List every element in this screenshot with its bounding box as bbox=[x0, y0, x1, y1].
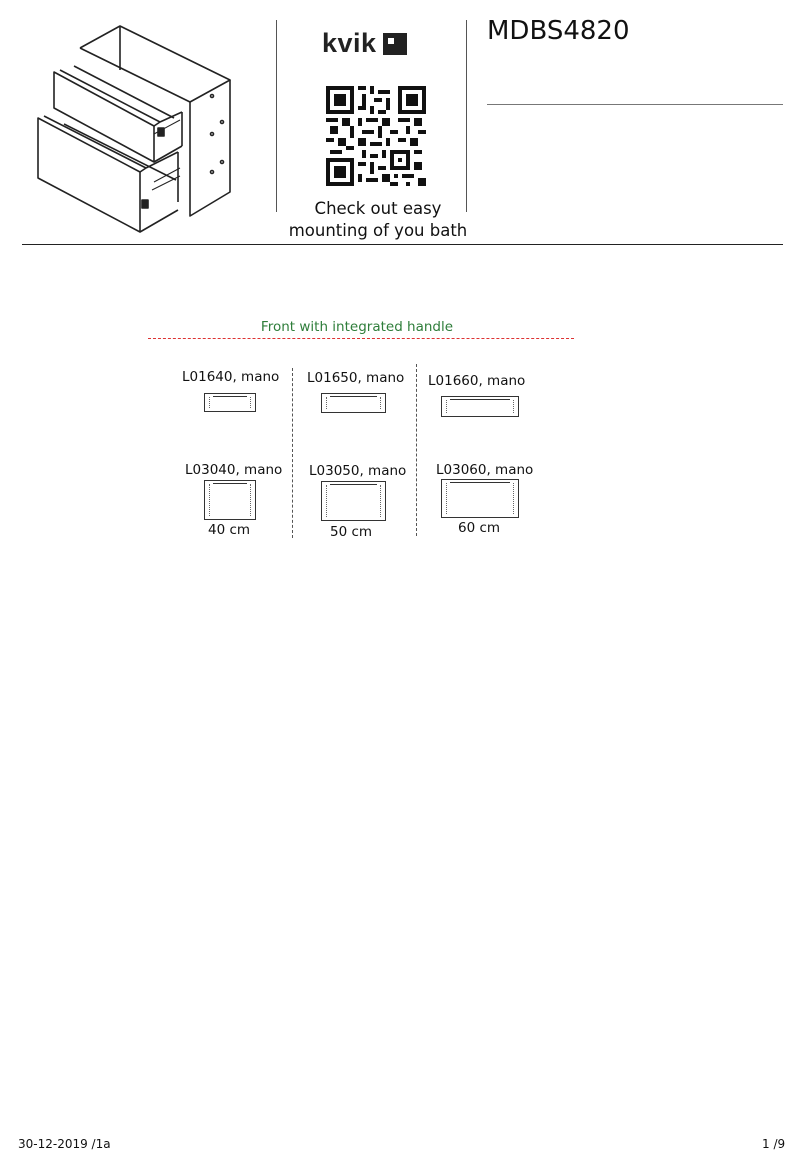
qr-caption-line1: Check out easy bbox=[314, 199, 442, 218]
front-code: L01660, mano bbox=[428, 373, 526, 389]
cabinet-illustration-icon bbox=[34, 22, 240, 236]
brand-name: kvik bbox=[322, 28, 377, 58]
qr-code-icon bbox=[326, 86, 426, 186]
front-code: L01650, mano bbox=[307, 370, 405, 386]
drawer-front-icon bbox=[441, 396, 519, 417]
qr-caption bbox=[280, 198, 476, 242]
brand-square-icon bbox=[383, 33, 407, 55]
header-rule bbox=[22, 244, 783, 245]
brand-logo bbox=[322, 28, 407, 59]
page-number: 1 /9 bbox=[762, 1137, 786, 1151]
width-label: 50 cm bbox=[330, 524, 373, 540]
section-title: Front with integrated handle bbox=[260, 319, 454, 335]
qr-caption-line2: mounting of you bath bbox=[288, 221, 468, 240]
front-code: L01640, mano bbox=[182, 369, 280, 385]
drawer-front-icon bbox=[204, 480, 256, 520]
column-divider-1 bbox=[292, 368, 293, 538]
drawer-front-icon bbox=[204, 393, 256, 412]
model-underline bbox=[487, 104, 783, 105]
header-divider-right bbox=[466, 20, 467, 212]
model-number: MDBS4820 bbox=[487, 16, 630, 46]
header-divider-left bbox=[276, 20, 277, 212]
drawer-front-icon bbox=[441, 479, 519, 518]
width-label: 60 cm bbox=[458, 520, 501, 536]
front-code: L03040, mano bbox=[185, 462, 283, 478]
drawer-front-icon bbox=[321, 393, 386, 413]
drawer-front-icon bbox=[321, 481, 386, 521]
section-title-rule bbox=[148, 338, 574, 339]
front-code: L03060, mano bbox=[436, 462, 534, 478]
width-label: 40 cm bbox=[208, 522, 251, 538]
column-divider-2 bbox=[416, 364, 417, 536]
document-date: 30-12-2019 /1a bbox=[18, 1137, 111, 1151]
front-code: L03050, mano bbox=[309, 463, 407, 479]
